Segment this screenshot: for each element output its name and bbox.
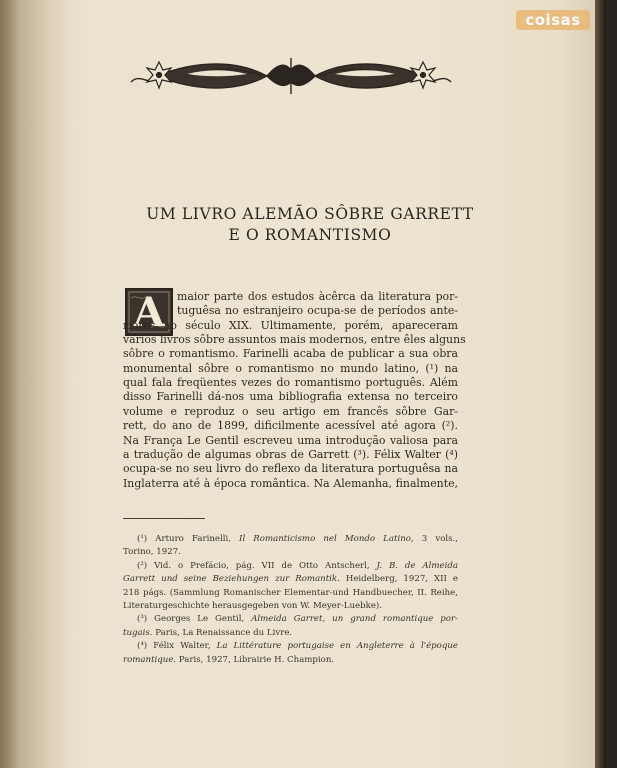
page-gutter-shadow bbox=[0, 0, 70, 768]
footnote-text: . Paris, 1927, Librairie H. Champion. bbox=[173, 654, 335, 665]
footnote-text: (⁴) Félix Walter, bbox=[137, 641, 217, 652]
body-line: riores ao século XIX. Ultimamente, porém, apareceram bbox=[123, 318, 458, 332]
footnote-line bbox=[137, 533, 458, 545]
body-line: rett, do ano de 1899, dificilmente acessível até agora (²). bbox=[123, 419, 458, 433]
body-line: a tradução de algumas obras de Garrett (³). Félix Walter (⁴) bbox=[123, 447, 458, 461]
chapter-title-line-2: E O ROMANTISMO bbox=[228, 226, 392, 244]
book-edge bbox=[595, 0, 606, 768]
footnote-line bbox=[137, 560, 458, 572]
body-line: vários livros sôbre assuntos mais modernos, entre êles alguns bbox=[123, 333, 466, 347]
footnote-line bbox=[123, 600, 458, 612]
footnote-line bbox=[123, 573, 458, 585]
body-line: qual fala freqüentes vezes do romantismo português. Além bbox=[123, 376, 458, 390]
body-line: sôbre o romantismo. Farinelli acaba de publicar a sua obra bbox=[123, 347, 458, 361]
footnote-text: , 3 vols., bbox=[410, 534, 458, 544]
footnote-title: J. B. de Almeida bbox=[376, 560, 458, 571]
body-line: monumental sôbre o romantismo no mundo latino, (¹) na bbox=[123, 361, 458, 375]
watermark-logo: coisas bbox=[516, 10, 590, 30]
body-line: ocupa-se no seu livro do reflexo da literatura portuguêsa na bbox=[123, 462, 458, 476]
footnote-rule bbox=[123, 518, 205, 519]
body-line: Na França Le Gentil escreveu uma introdução valiosa para bbox=[123, 433, 458, 447]
footnote-title: Almeida Garret, un grand romantique por- bbox=[251, 614, 458, 625]
floral-ornament-icon bbox=[127, 52, 455, 100]
footnote-title: Il Romanticismo nel Mondo Latino bbox=[239, 534, 411, 544]
footnote-text: . Paris, La Renaissance du Livre. bbox=[149, 627, 293, 638]
body-line: Inglaterra até à época romântica. Na Alemanha, finalmente, bbox=[123, 476, 458, 490]
footnote-text: Torino, 1927. bbox=[123, 547, 181, 558]
footnote-text: (²) Vid. o Prefácio, pág. VII de Otto Antscherl, bbox=[137, 560, 377, 571]
footnote-line bbox=[123, 654, 458, 666]
body-line: maior parte dos estudos àcêrca da literatura por- bbox=[177, 290, 458, 303]
footnote-line bbox=[123, 627, 458, 639]
footnote-title: Garrett und seine Beziehungen zur Romantik bbox=[123, 574, 338, 585]
footnote-title: tugais bbox=[123, 627, 150, 638]
footnote-title: romantique bbox=[123, 654, 174, 665]
footnote-line bbox=[137, 613, 458, 625]
drop-cap-letter: A bbox=[133, 289, 165, 336]
footnote-line bbox=[123, 587, 458, 599]
footnote-text: (³) Georges Le Gentil, bbox=[137, 614, 252, 625]
body-line: volume e reproduz o seu artigo em francês sôbre Gar- bbox=[123, 404, 458, 418]
footnote-title: La Littérature portugaise en Angleterre à l'époque bbox=[216, 641, 458, 652]
footnote-line bbox=[137, 640, 458, 652]
chapter-title-line-1: UM LIVRO ALEMÃO SÔBRE GARRETT bbox=[146, 205, 474, 223]
footnote-text: (¹) Arturo Farinelli, bbox=[137, 534, 240, 544]
body-line: disso Farinelli dá-nos uma bibliografia extensa no terceiro bbox=[123, 390, 458, 404]
footnote-text: 218 págs. (Sammlung Romanischer Elementar-und Handbuecher, II. Reihe, bbox=[123, 587, 458, 598]
footnote-line bbox=[123, 546, 458, 558]
body-line: tuguêsa no estranjeiro ocupa-se de períodos ante- bbox=[177, 304, 458, 318]
footnote-text: . Heidelberg, 1927, XII e bbox=[337, 574, 458, 585]
footnote-text: Literaturgeschichte herausgegeben von W. Meyer-Luebke). bbox=[123, 601, 382, 611]
